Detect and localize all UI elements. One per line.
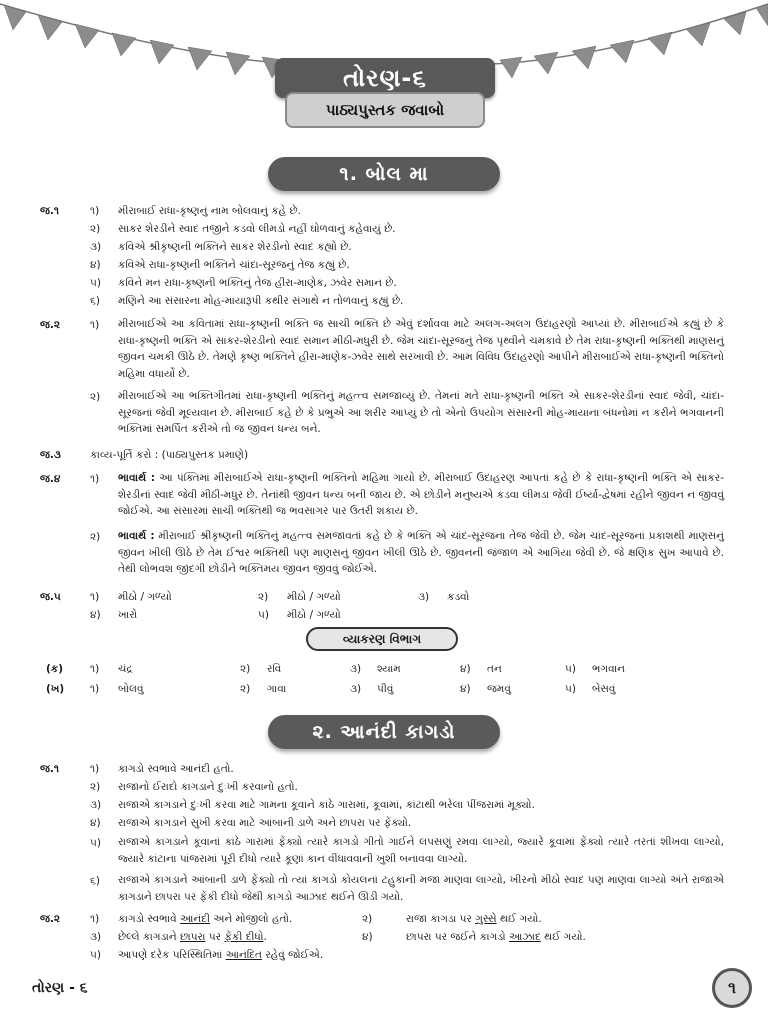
item-number: ૪)	[90, 259, 101, 271]
item-number: ૨)	[90, 223, 101, 235]
item-number: ૫)	[90, 949, 101, 961]
answer-text: પીવું	[377, 683, 394, 695]
fill-blank-suffix: રહેવું જોઈએ.	[262, 949, 324, 961]
fill-blank-answer	[118, 912, 292, 926]
answer-paragraph: મીરાબાઈએ આ કવિતામાં રાધા-કૃષ્ણની ભક્તિ જ સાચી ભક્તિ છે એવું દર્શાવવા માટે અલગ-અલગ ઉદાહરણો આપ્યાં છે. મીરાબાઈએ કહ્યું છે કે રાધા-કૃષ્ણની ભક્તિ એ સાકર-શેરડીનો સ્વાદ સમાન મીઠી-મધુરી છે. જેમ ચાંદા-સૂરજનું તેજ પૃથ્વીને ચમકાવે છે તેમ રાધા-કૃષ્ણની ભક્તિથી માણસનું જીવન ચમકી ઊઠે છે. તેમણે કૃષ્ણ ભક્તિને હીરા-માણેક-ઝવેર સાથે સરખાવી છે. આમ વિવિધ ઉદાહરણો આપીને મીરાબાઈએ રાધા-કૃષ્ણની ભક્તિનો મહિમા વધાર્યો છે.	[118, 318, 724, 380]
item-number: ૬)	[90, 295, 100, 307]
question-label: જ.૩	[40, 449, 61, 461]
item-number: ૫)	[90, 277, 101, 289]
item-number: ૫)	[90, 837, 101, 849]
fill-blank-word: છાપરા	[180, 931, 206, 943]
answer-text: કવિને મન રાધા-કૃષ્ણની ભક્તિનું તેજ હીરા-માણેક, ઝવેર સમાન છે.	[118, 277, 397, 289]
bhavarth-label: ભાવાર્થ :	[118, 530, 155, 542]
question-label: જ.૨	[40, 319, 61, 331]
item-number: ૩)	[90, 241, 102, 253]
fill-blank-word: ગુસ્સે	[475, 913, 497, 925]
answer-text: સાકર શેરડીને સ્વાદ તજીને કડવો લીમડો નહીં ઘોળવાનું કહેવાયું છે.	[118, 223, 396, 235]
bhavarth-text: આ પંક્તિમાં મીરાબાઈએ રાધા-કૃષ્ણની ભક્તિનો મહિમા ગાયો છે. મીરાબાઈ ઉદાહરણ આપતાં કહે છે કે રાધા-કૃષ્ણની ભક્તિ એ સાકર-શેરડીનાં સ્વાદ જેવી મીઠી-મધુર છે. તેનાંથી જીવન ધન્ય બની જાય છે. એ છોડીને મનુષ્યએ કડવા લીમડા જેવી ઈર્ષ્યા-દ્વેષમાં રહીને જીવન ન જીવવું જોઈએ. આ સંસારમાં સાચી ભક્તિથી જ ભવસાગર પાર ઉતરી શકાય છે.	[118, 472, 724, 517]
item-number: ૧)	[90, 663, 100, 675]
grammar-label-kha: (ખ)	[46, 683, 65, 695]
item-number: ૧)	[90, 763, 100, 775]
answer-text: મીરાબાઈ રાધા-કૃષ્ણનું નામ બોલવાનું કહે છે.	[118, 205, 301, 217]
item-number: ૫)	[565, 683, 576, 695]
answer-paragraph: રાજાએ કાગડાને કૂવાનાં કાંઠે ગારામાં ફેંક્યો ત્યારે કાગડો ગીતો ગાઈને લપસણું રમવા લાગ્યો, જ્યારે કૂવામાં ફેંક્યો ત્યારે તરતાં શીખવા લાગ્યો, જ્યારે કાંટાના પાંજરામાં પૂરી દીધો ત્યારે કૂણાં કાન વીંધાવવાની ખુશી બનાવવા લાગ્યો.	[118, 836, 724, 865]
answer-text: મણિને આ સંસારના મોહ-માયારૂપી કથીર સંગાથે ન તોળવાનું કહ્યું છે.	[118, 295, 404, 307]
question-label: જ.૫	[40, 591, 61, 603]
answer-paragraph: રાજાએ કાગડાને આંબાની ડાળે ફેંક્યો તો ત્યાં કાગડો કોયલનાં ટહુકાની મજા માણવા લાગ્યો, ખીરનો મીઠો સ્વાદ પણ માણવા લાગ્યો અંતે રાજાએ કાગડાને છાપરા પર ફેંકી દીધો જેથી કાગડો આઝાદ થઈને ઊડી ગયો.	[118, 874, 724, 903]
answer-text: ભગવાન	[592, 663, 626, 675]
item-number: ૪)	[460, 663, 471, 675]
answer-text: ખારો	[118, 609, 138, 621]
answer-text: બેસવું	[592, 683, 616, 695]
answer-text: કાવ્ય-પૂર્તિ કરો : (પાઠ્યપુસ્તક પ્રમાણે)	[90, 449, 249, 461]
fill-blank-prefix: કાગડો સ્વભાવે	[118, 913, 180, 925]
item-number: ૩)	[90, 931, 102, 943]
item-number: ૩)	[418, 591, 430, 603]
answer-text: તન	[487, 663, 502, 675]
answer-text: જમવું	[487, 683, 511, 695]
item-number: ૪)	[90, 609, 101, 621]
question-label: જ.૧	[40, 763, 60, 775]
answer-text: કડવો	[447, 591, 470, 603]
answer-text: રાજાએ કાગડાને સુખી કરવા માટે આંબાની ડાળે અને છાપરા પર ફેંક્યો.	[118, 817, 412, 829]
page-number: ૧	[712, 968, 752, 1008]
item-number: ૨)	[258, 591, 269, 603]
fill-blank-answer	[406, 930, 586, 944]
item-number: ૧)	[90, 913, 100, 925]
fill-blank-word: આનંદી	[179, 913, 211, 925]
fill-blank-word: આનંદિત	[225, 949, 263, 961]
item-number: ૧)	[90, 319, 100, 331]
question-label: જ.૪	[40, 473, 61, 485]
chapter-2-heading: ૨. આનંદી કાગડો	[268, 715, 500, 749]
fill-blank-mid: પર	[205, 931, 225, 943]
grammar-section-heading: વ્યાકરણ વિભાગ	[306, 627, 458, 651]
page-subtitle: પાઠ્યપુસ્તક જવાબો	[285, 92, 485, 128]
answer-text: મીઠો / ગળ્યો	[118, 591, 172, 603]
item-number: ૩)	[350, 683, 362, 695]
fill-blank-word: ફેંકી દીધો	[224, 931, 264, 943]
fill-blank-suffix: અને મોજીલો હતો.	[210, 913, 293, 925]
item-number: ૧)	[90, 473, 100, 485]
question-label: જ.૧	[40, 205, 60, 217]
fill-blank-word: આઝાદ	[509, 931, 541, 943]
fill-blank-suffix: .	[263, 931, 267, 943]
item-number: ૧)	[90, 205, 100, 217]
answer-text: મીઠો / ગળ્યો	[287, 591, 341, 603]
answer-text: રવિ	[267, 663, 282, 675]
item-number: ૨)	[362, 913, 373, 925]
answer-text: રાજાનો ઈરાદો કાગડાને દુઃખી કરવાનો હતો.	[118, 781, 298, 793]
chapter-1-heading: ૧. બોલ મા	[268, 157, 500, 191]
answer-text: કાગડો સ્વભાવે આનંદી હતો.	[118, 763, 234, 775]
bhavarth-text: મીરાબાઈ શ્રીકૃષ્ણની ભક્તિનું મહત્ત્વ સમજાવતાં કહે છે કે ભક્તિ એ ચાંદ-સૂરજના તેજ જેવી છે. જેમ ચાંદ-સૂરજનાં પ્રકાશથી માણસનું જીવન ખીલી ઊઠે છે તેમ ઈશ્વર ભક્તિથી પણ માણસનું જીવન ખીલી ઊઠે છે. જીવનની જંજાળ એ આગિયા જેવી છે. જે ક્ષણિક સુખ આપાવે છે. તેથી લોભવશ જીંદગી છોડીને ભક્તિમય જીવન જીવવું જોઈએ.	[118, 530, 724, 575]
item-number: ૪)	[362, 931, 373, 943]
page-title: તોરણ-૬	[275, 58, 495, 98]
fill-blank-prefix: છેલ્લે કાગડાને	[118, 931, 180, 943]
title-banner	[275, 58, 495, 128]
answer-text: ગાવા	[267, 683, 287, 695]
answer-text: કવિએ રાધા-કૃષ્ણની ભક્તિને ચાંદા-સૂરજનું તેજ કહ્યું છે.	[118, 259, 350, 271]
fill-blank-prefix: રાજા કાગડા પર	[406, 913, 476, 925]
answer-text: કવિએ શ્રીકૃષ્ણની ભક્તિને સાકર શેરડીનો સ્વાદ કહ્યો છે.	[118, 241, 352, 253]
item-number: ૫)	[258, 609, 269, 621]
question-label: જ.૨	[40, 913, 61, 925]
fill-blank-suffix: થઈ ગયો.	[540, 931, 586, 943]
item-number: ૬)	[90, 875, 100, 887]
fill-blank-answer	[406, 912, 542, 926]
item-number: ૪)	[90, 817, 101, 829]
fill-blank-prefix: છાપરા પર જઈને કાગડો	[406, 931, 509, 943]
answer-text: ચંદ્ર	[118, 663, 133, 675]
item-number: ૧)	[90, 683, 100, 695]
grammar-label-ka: (ક)	[46, 663, 64, 675]
bhavarth-label: ભાવાર્થ :	[118, 472, 155, 484]
answer-text: રાજાએ કાગડાને દુઃખી કરવા માટે ગામના કૂવાને કાંઠે ગારામાં, કૂવામાં, કાંટાથી ભરેલા પીંજરામાં મૂક્યો.	[118, 799, 535, 811]
answer-paragraph: મીરાબાઈએ આ ભક્તિગીતમાં રાધા-કૃષ્ણની ભક્તિનું મહત્ત્વ સમજાવ્યું છે. તેમનાં મતે રાધા-કૃષ્ણની ભક્તિ એ સાકર-શેરડીનાં સ્વાદ જેવી, ચાંદા-સૂરજનાં જેવી મૂલ્યવાન છે. મીરાબાઈ કહે છે કે પ્રભુએ આ શરીર આપ્યું છે તો એનો ઉપયોગ સંસારની મોહ-માયાના બંધનોમાં ન કરીને ભગવાનની ભક્તિમાં સમર્પિત કરીએ તો જ જીવન ધન્ય બને.	[118, 390, 724, 435]
fill-blank-answer	[118, 930, 267, 944]
item-number: ૨)	[90, 781, 101, 793]
item-number: ૨)	[240, 683, 251, 695]
item-number: ૨)	[90, 391, 101, 403]
answer-text: મીઠો / ગળ્યો	[287, 609, 341, 621]
answer-text: શ્યામ	[377, 663, 401, 675]
item-number: ૨)	[240, 663, 251, 675]
item-number: ૨)	[90, 531, 101, 543]
footer-book-title: તોરણ - ૬	[32, 980, 88, 996]
item-number: ૩)	[90, 799, 102, 811]
answer-paragraph	[118, 470, 724, 520]
answer-paragraph	[118, 528, 724, 578]
item-number: ૫)	[565, 663, 576, 675]
item-number: ૪)	[460, 683, 471, 695]
answer-text: બોલવું	[118, 683, 144, 695]
fill-blank-answer	[118, 948, 323, 962]
fill-blank-prefix: આપણે દરેક પરિસ્થિતિમાં	[118, 949, 226, 961]
fill-blank-suffix: થઈ ગયો.	[496, 913, 542, 925]
item-number: ૧)	[90, 591, 100, 603]
item-number: ૩)	[350, 663, 362, 675]
